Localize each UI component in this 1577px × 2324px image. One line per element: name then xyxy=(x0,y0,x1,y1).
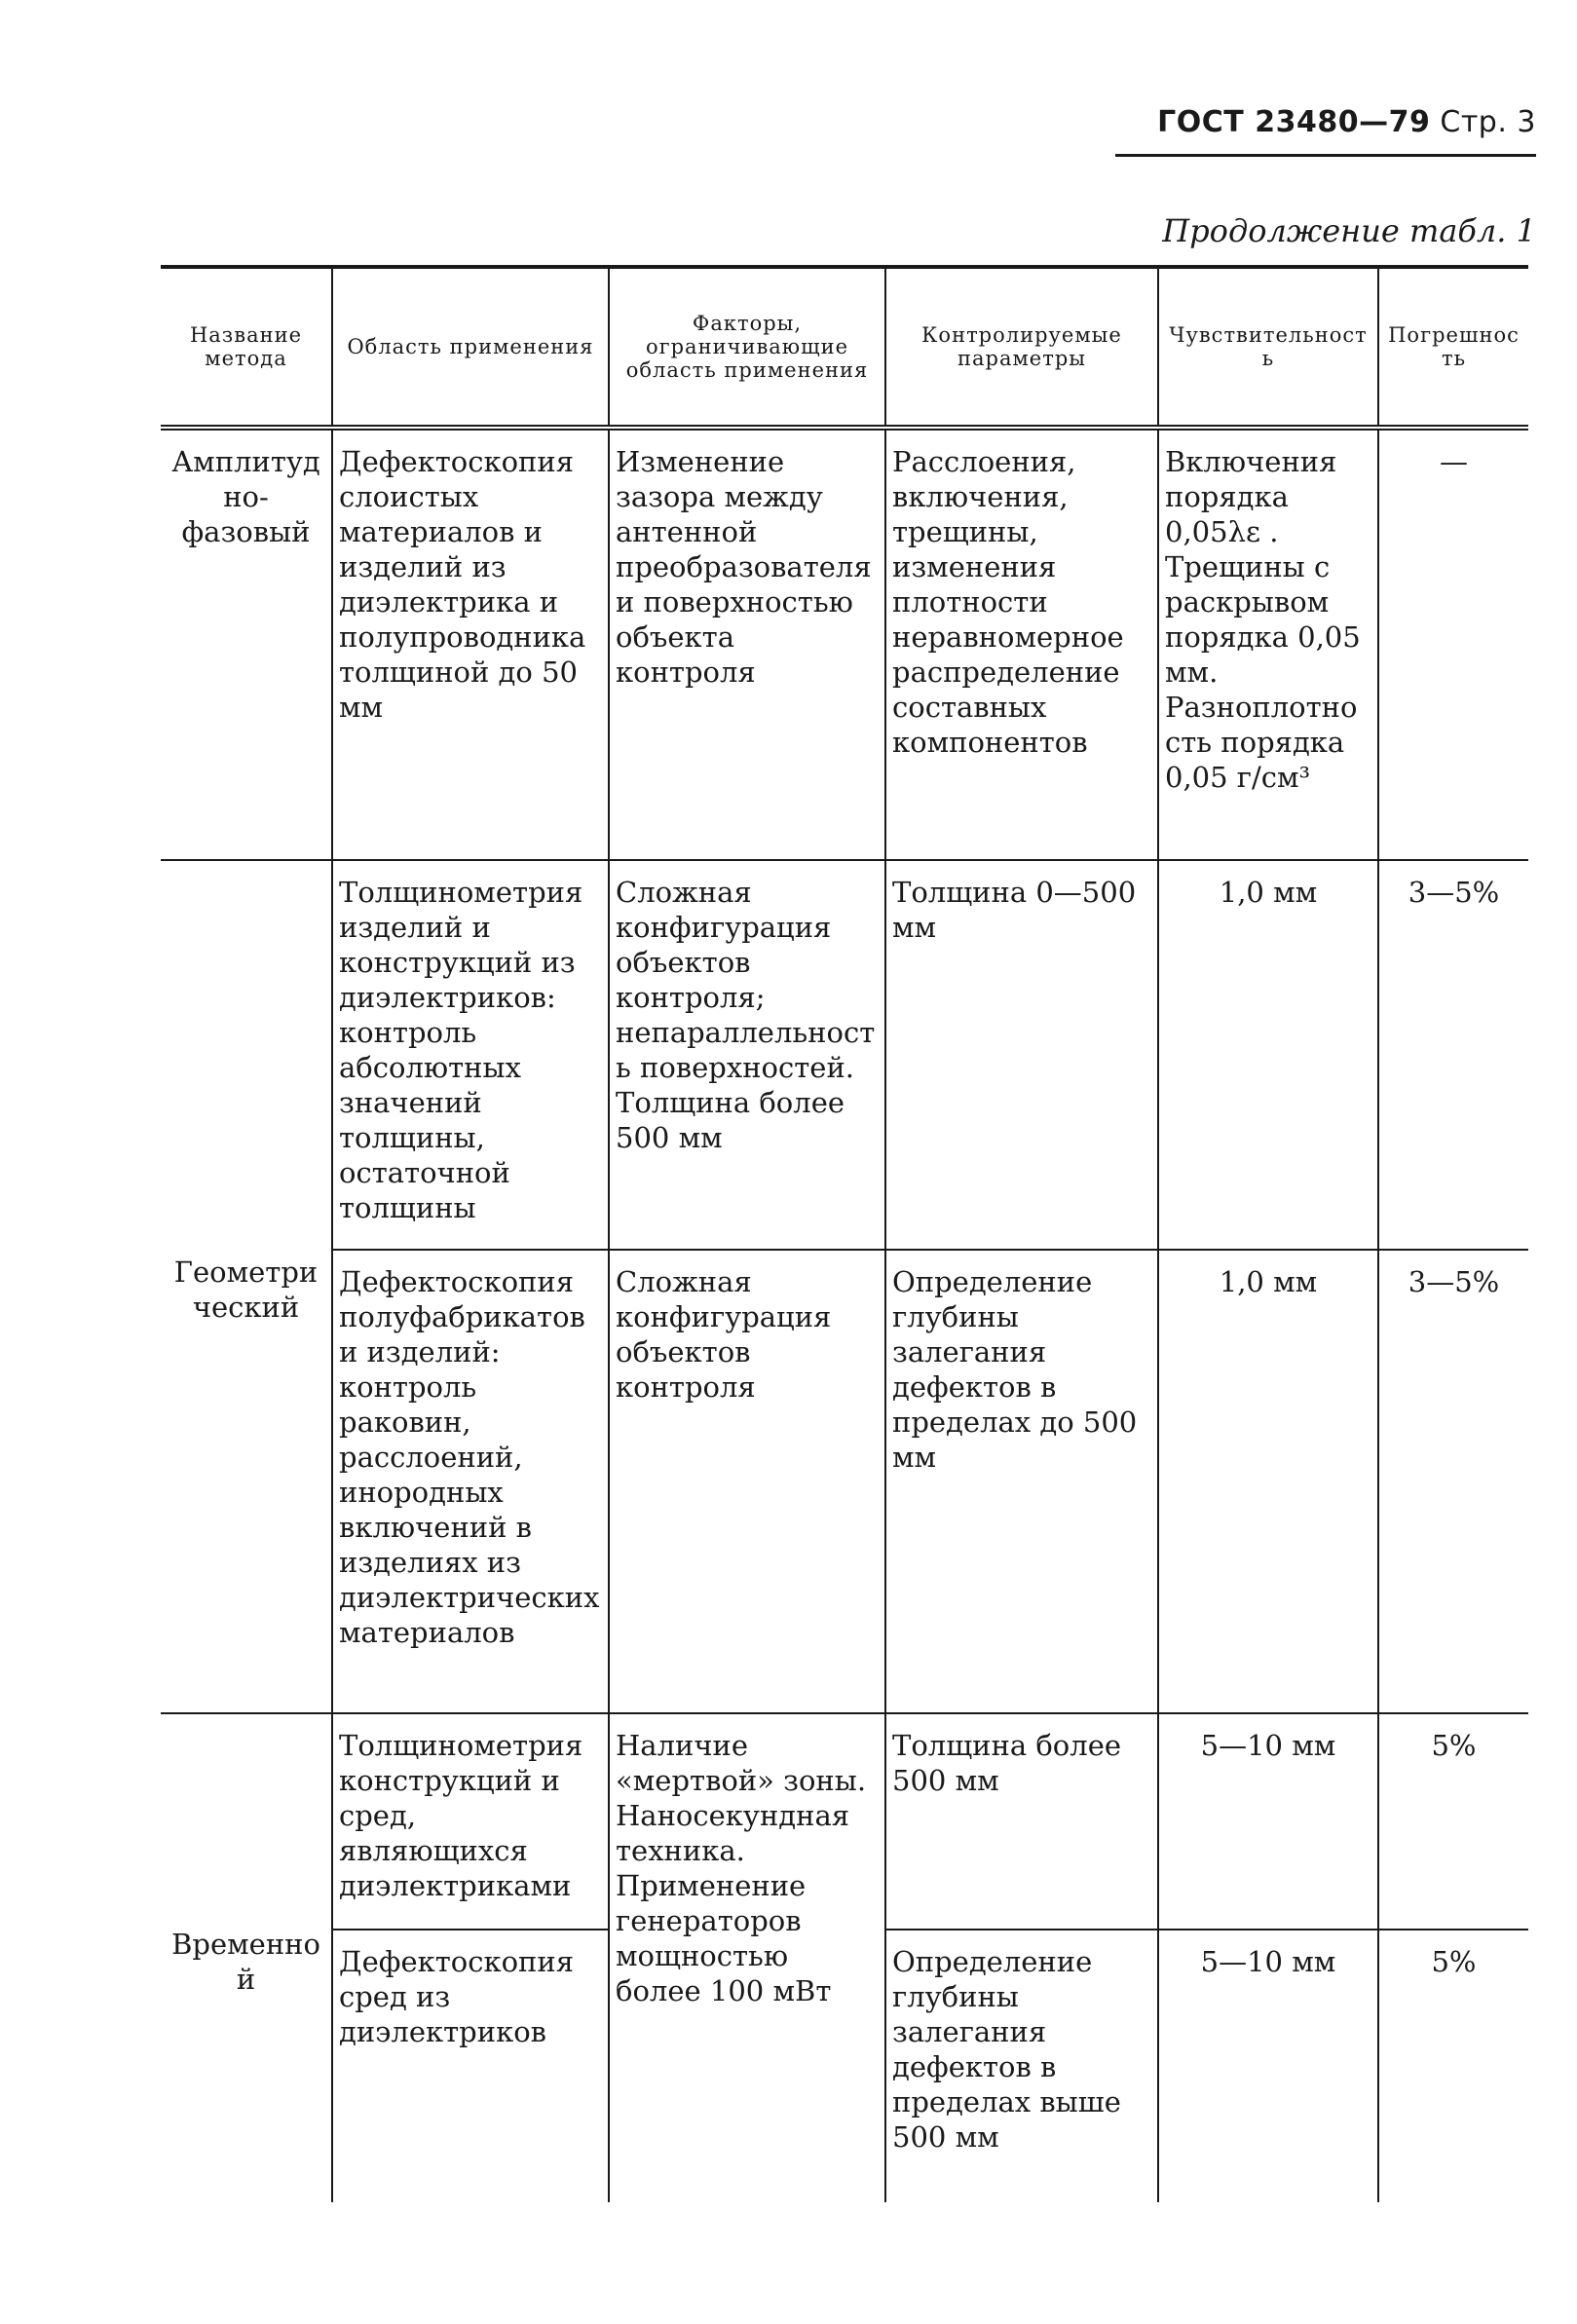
error-cell: 3—5% xyxy=(1378,860,1528,1250)
params-cell: Толщина 0—500 мм xyxy=(885,860,1158,1250)
sensitivity-cell: 1,0 мм xyxy=(1158,860,1378,1250)
col-header-sensitivity: Чувствительность xyxy=(1158,267,1378,428)
sensitivity-cell: Включения порядка 0,05λε . Трещины с раскрывом порядка 0,05 мм. Разноплотность порядка 0,05 г/см³ xyxy=(1158,428,1378,860)
area-cell: Толщинометрия конструкций и сред, являющихся диэлектриками xyxy=(332,1713,609,1930)
params-cell: Толщина более 500 мм xyxy=(885,1713,1158,1930)
factors-cell: Наличие «мертвой» зоны. Наносекундная техника. Применение генераторов мощностью более 100 мВт xyxy=(609,1713,885,2202)
methods-table xyxy=(161,265,1528,2202)
factors-cell: Сложная конфигурация объектов контроля xyxy=(609,1250,885,1713)
table-body xyxy=(161,428,1528,2202)
table-row xyxy=(161,1713,1528,1930)
page-header xyxy=(1157,105,1536,139)
page-number: Стр. 3 xyxy=(1440,105,1536,139)
error-cell: — xyxy=(1378,428,1528,860)
col-header-method: Название метода xyxy=(161,267,332,428)
area-cell: Дефектоскопия полуфабрикатов и изделий: контроль раковин, расслоений, инородных включений в изделиях из диэлектрических материалов xyxy=(332,1250,609,1713)
header-rule xyxy=(1115,154,1536,157)
params-cell: Расслоения, включения, трещины, изменения плотности неравномерное распределение составных компонентов xyxy=(885,428,1158,860)
error-cell: 5% xyxy=(1378,1713,1528,1930)
col-header-factors: Факторы, ограничивающие область применения xyxy=(609,267,885,428)
params-cell: Определение глубины залегания дефектов в пределах до 500 мм xyxy=(885,1250,1158,1713)
factors-cell: Изменение зазора между антенной преобразователя и поверхностью объекта контроля xyxy=(609,428,885,860)
area-cell: Дефектоскопия слоистых материалов и изделий из диэлектрика и полупроводника толщиной до 50 мм xyxy=(332,428,609,860)
error-cell: 5% xyxy=(1378,1930,1528,2202)
table-header xyxy=(161,267,1528,428)
table-row xyxy=(161,860,1528,1250)
area-cell: Толщинометрия изделий и конструкций из диэлектриков: контроль абсолютных значений толщины, остаточной толщины xyxy=(332,860,609,1250)
col-header-area: Область применения xyxy=(332,267,609,428)
params-cell: Определение глубины залегания дефектов в пределах выше 500 мм xyxy=(885,1930,1158,2202)
factors-cell: Сложная конфигурация объектов контроля; непараллельность поверхностей. Толщина более 500 мм xyxy=(609,860,885,1250)
table-row xyxy=(161,1250,1528,1713)
method-name: Амплитудно-фазовый xyxy=(161,428,332,860)
area-cell: Дефектоскопия сред из диэлектриков xyxy=(332,1930,609,2202)
error-cell: 3—5% xyxy=(1378,1250,1528,1713)
standard-number: ГОСТ 23480—79 xyxy=(1157,105,1431,139)
col-header-error: Погрешность xyxy=(1378,267,1528,428)
sensitivity-cell: 5—10 мм xyxy=(1158,1713,1378,1930)
table-continuation-label: Продолжение табл. 1 xyxy=(1162,212,1536,249)
method-name: Временной xyxy=(161,1713,332,2202)
method-name: Геометрический xyxy=(161,860,332,1713)
sensitivity-cell: 5—10 мм xyxy=(1158,1930,1378,2202)
sensitivity-cell: 1,0 мм xyxy=(1158,1250,1378,1713)
table-row xyxy=(161,428,1528,860)
col-header-params: Контролируемые параметры xyxy=(885,267,1158,428)
